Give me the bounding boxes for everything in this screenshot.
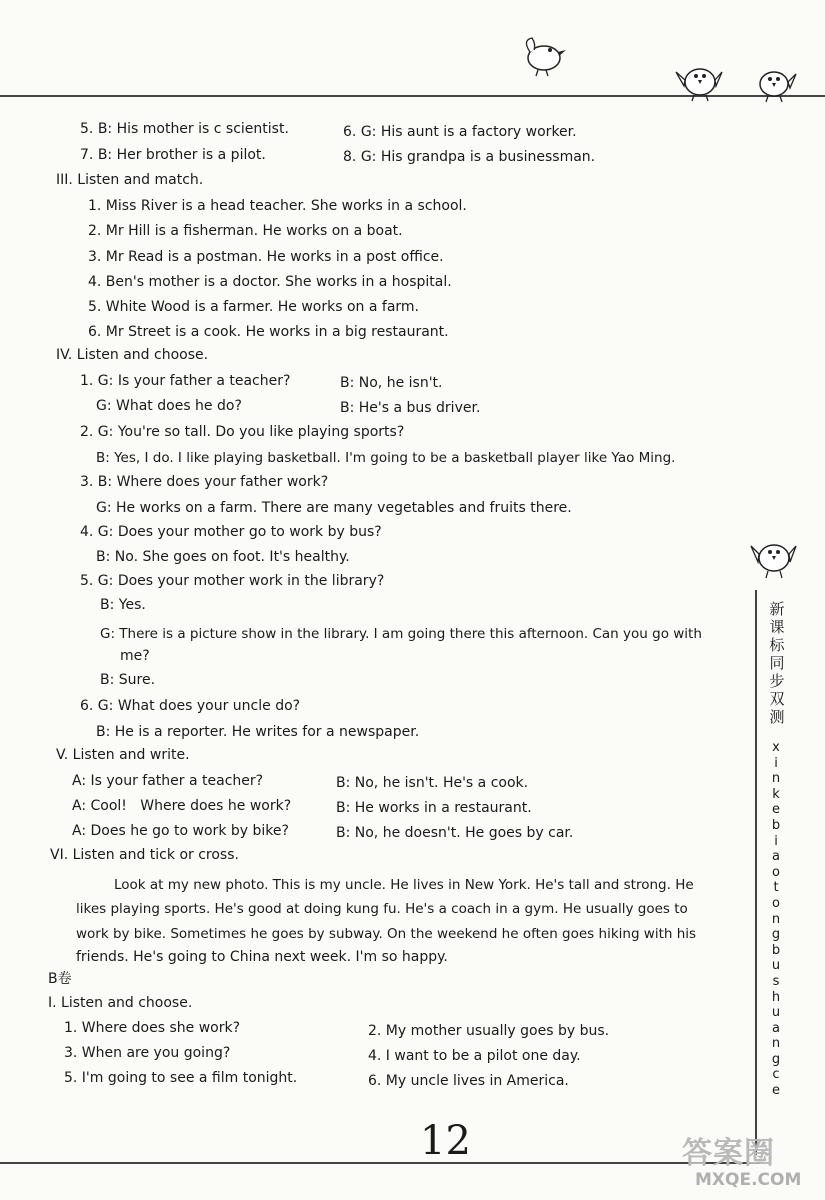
watermark-url: MXQE.COM	[695, 1170, 802, 1190]
bird-icon	[518, 30, 570, 78]
dialogue-line: B: He's a bus driver.	[340, 400, 481, 416]
section-heading: I. Listen and choose.	[48, 995, 193, 1011]
sidebar-letter: x	[772, 740, 780, 755]
dialogue-line: G: He works on a farm. There are many vegetables and fruits there.	[96, 500, 572, 516]
sidebar-letter: e	[772, 1083, 780, 1099]
item-number: 6.	[343, 124, 357, 140]
sidebar-char: 双	[769, 690, 785, 708]
paragraph-line: work by bike. Sometimes he goes by subway. On the weekend he often goes hiking with his	[76, 926, 697, 942]
bird-icon	[748, 528, 798, 580]
dialogue-line: G: What does he do?	[96, 398, 242, 414]
sidebar-rule	[755, 590, 757, 1155]
dialogue-line: 5. G: Does your mother work in the library?	[80, 573, 385, 589]
sidebar-letter: o	[772, 864, 780, 880]
part-label: B卷	[48, 971, 72, 987]
sidebar-letter: i	[774, 755, 778, 771]
item-number: 8.	[343, 149, 357, 165]
section-heading: V. Listen and write.	[56, 747, 190, 763]
dialogue-line: B: Yes.	[100, 597, 146, 613]
sidebar-letter: a	[772, 1020, 780, 1036]
sidebar-letter: g	[771, 1051, 781, 1067]
sidebar-letter: n	[771, 911, 781, 927]
answer-line	[80, 120, 289, 138]
sidebar-letter: a	[772, 849, 780, 865]
sidebar-chinese-title	[768, 600, 786, 726]
list-item: 1. Miss River is a head teacher. She works in a school.	[88, 198, 467, 214]
sidebar-letter: u	[771, 958, 781, 974]
list-item: 2. My mother usually goes by bus.	[368, 1023, 610, 1039]
list-item: 3. Mr Read is a postman. He works in a post office.	[88, 249, 444, 265]
section-heading: III. Listen and match.	[56, 172, 204, 188]
list-item: 5. White Wood is a farmer. He works on a farm.	[88, 299, 419, 315]
item-text: B: Her brother is a pilot.	[97, 147, 266, 163]
sidebar-letter: h	[771, 989, 781, 1005]
list-item: 6. Mr Street is a cook. He works in a big restaurant.	[88, 324, 449, 340]
item-text: B: His mother is c scientist.	[97, 121, 289, 137]
dialogue-line: B: Sure.	[100, 672, 156, 688]
paragraph-line: Look at my new photo. This is my uncle. He lives in New York. He's tall and strong. He	[114, 877, 694, 893]
sidebar-letter: e	[772, 802, 780, 818]
item-number: 5.	[80, 121, 94, 137]
dialogue-line: 1. G: Is your father a teacher?	[80, 373, 291, 389]
dialogue-line: A: Cool! Where does he work?	[72, 798, 292, 814]
bird-icon	[752, 58, 798, 104]
sidebar-letter: t	[773, 880, 779, 896]
list-item: 1. Where does she work?	[64, 1020, 240, 1036]
dialogue-line: B: No, he isn't. He's a cook.	[336, 775, 529, 791]
sidebar-letter: n	[771, 771, 781, 787]
answer-line	[80, 146, 266, 164]
sidebar-char: 新	[769, 600, 785, 618]
sidebar-char: 同	[769, 654, 785, 672]
item-text: G: His aunt is a factory worker.	[360, 124, 577, 140]
sidebar-char: 步	[769, 672, 785, 690]
sidebar-pinyin	[766, 740, 786, 1099]
dialogue-line: A: Does he go to work by bike?	[72, 823, 289, 839]
sidebar-char: 课	[769, 618, 785, 636]
dialogue-line: 4. G: Does your mother go to work by bus?	[80, 524, 382, 540]
watermark-text: 答案圈	[682, 1136, 775, 1171]
section-heading: VI. Listen and tick or cross.	[50, 847, 239, 863]
dialogue-line: G: There is a picture show in the library. I am going there this afternoon. Can you go with	[100, 626, 702, 642]
bird-icon	[674, 52, 724, 102]
sidebar-letter: i	[774, 833, 778, 849]
section-heading: IV. Listen and choose.	[56, 347, 209, 363]
dialogue-line: 6. G: What does your uncle do?	[80, 698, 301, 714]
sidebar-letter: k	[772, 786, 780, 802]
page-number: 12	[420, 1118, 471, 1164]
answer-line	[343, 123, 577, 141]
sidebar-letter: b	[771, 942, 781, 958]
item-text: G: His grandpa is a businessman.	[360, 149, 596, 165]
dialogue-line: B: He is a reporter. He writes for a newspaper.	[96, 724, 420, 740]
dialogue-line: me?	[120, 648, 150, 664]
paragraph-line: likes playing sports. He's good at doing kung fu. He's a coach in a gym. He usually goes to	[76, 901, 688, 917]
sidebar-letter: u	[771, 1005, 781, 1021]
list-item: 4. I want to be a pilot one day.	[368, 1048, 581, 1064]
answer-line	[343, 148, 595, 166]
item-number: 7.	[80, 147, 94, 163]
sidebar-letter: o	[772, 895, 780, 911]
list-item: 2. Mr Hill is a fisherman. He works on a boat.	[88, 223, 403, 239]
list-item: 5. I'm going to see a film tonight.	[64, 1070, 298, 1086]
sidebar-char: 测	[769, 708, 785, 726]
dialogue-line: A: Is your father a teacher?	[72, 773, 264, 789]
dialogue-line: B: No. She goes on foot. It's healthy.	[96, 549, 350, 565]
dialogue-line: B: He works in a restaurant.	[336, 800, 532, 816]
sidebar-letter: b	[771, 817, 781, 833]
paragraph-line: friends. He's going to China next week. I'm so happy.	[76, 949, 448, 965]
dialogue-line: 2. G: You're so tall. Do you like playing sports?	[80, 424, 405, 440]
sidebar-letter: s	[772, 973, 780, 989]
dialogue-line: B: No, he isn't.	[340, 375, 443, 391]
sidebar-letter: c	[772, 1067, 780, 1083]
list-item: 3. When are you going?	[64, 1045, 231, 1061]
sidebar-char: 标	[769, 636, 785, 654]
sidebar-letter: g	[771, 927, 781, 943]
sidebar-letter: n	[771, 1036, 781, 1052]
dialogue-line: B: Yes, I do. I like playing basketball. I'm going to be a basketball player like Yao Ming.	[96, 450, 676, 466]
list-item: 4. Ben's mother is a doctor. She works in a hospital.	[88, 274, 452, 290]
dialogue-line: B: No, he doesn't. He goes by car.	[336, 825, 574, 841]
list-item: 6. My uncle lives in America.	[368, 1073, 569, 1089]
footer-rule	[0, 1162, 760, 1164]
dialogue-line: 3. B: Where does your father work?	[80, 474, 329, 490]
